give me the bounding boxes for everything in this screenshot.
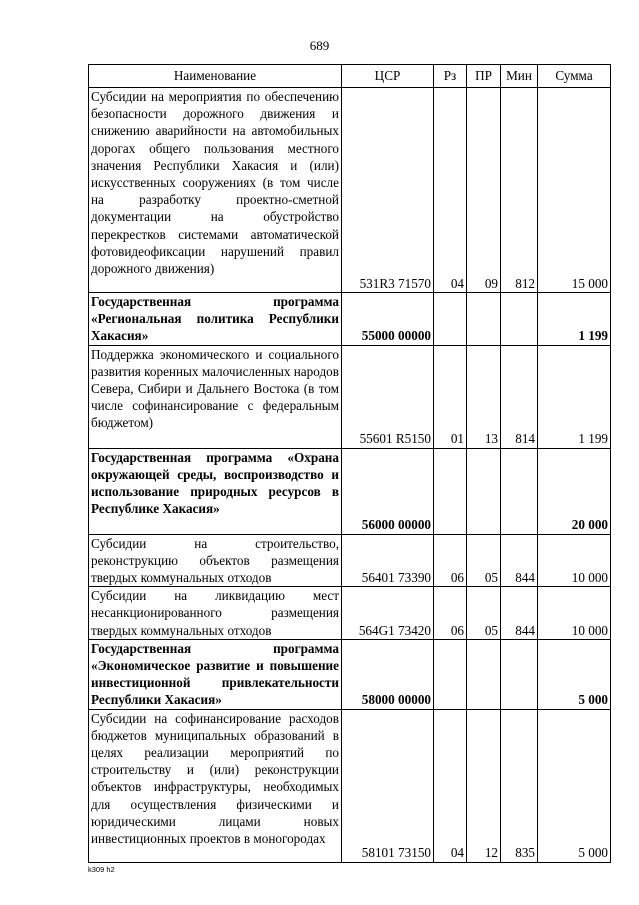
row-min: 812 <box>501 88 538 293</box>
budget-table <box>88 64 611 863</box>
page-number: 689 <box>309 38 330 53</box>
row-pr: 09 <box>467 88 501 293</box>
table-row <box>89 345 611 448</box>
column-header-rz: Рз <box>434 65 467 88</box>
row-min <box>501 293 538 346</box>
row-name: Субсидии на софинансирование расходов бюджетов муниципальных образований в целях реализации мероприятий по строительству и (или) реконструкции объектов инфраструктуры, необходимых для осуществления физическими и юридическими лицами новых инвестиционных проектов в моногородах <box>89 709 342 862</box>
row-sum: 10 000 <box>538 587 611 640</box>
table-row-program <box>89 448 611 534</box>
row-pr: 05 <box>467 534 501 587</box>
row-pr: 12 <box>467 709 501 862</box>
row-rz: 06 <box>434 587 467 640</box>
row-pr <box>467 639 501 709</box>
row-csr: 55601 R5150 <box>342 345 434 448</box>
row-csr: 56000 00000 <box>342 448 434 534</box>
column-header-name: Наименование <box>89 65 342 88</box>
row-pr: 05 <box>467 587 501 640</box>
row-sum: 20 000 <box>538 448 611 534</box>
table-row <box>89 709 611 862</box>
row-min: 844 <box>501 587 538 640</box>
row-min <box>501 448 538 534</box>
row-csr: 564G1 73420 <box>342 587 434 640</box>
row-min: 844 <box>501 534 538 587</box>
row-rz <box>434 293 467 346</box>
row-name: Государственная программа «Охрана окружающей среды, воспроизводство и использование природных ресурсов в Республике Хакасия» <box>89 448 342 534</box>
row-rz: 06 <box>434 534 467 587</box>
row-sum: 1 199 <box>538 293 611 346</box>
row-csr: 55000 00000 <box>342 293 434 346</box>
row-rz: 04 <box>434 88 467 293</box>
row-name: Государственная программа «Региональная политика Республики Хакасия» <box>89 293 342 346</box>
table-row <box>89 88 611 293</box>
row-pr <box>467 448 501 534</box>
table-header-row <box>89 65 611 88</box>
table-row-program <box>89 293 611 346</box>
row-csr: 58000 00000 <box>342 639 434 709</box>
footer-code: k309 h2 <box>88 865 115 874</box>
row-min: 835 <box>501 709 538 862</box>
row-rz <box>434 448 467 534</box>
row-rz <box>434 639 467 709</box>
row-name: Государственная программа «Экономическое развитие и повышение инвестиционной привлекательности Республики Хакасия» <box>89 639 342 709</box>
row-name: Субсидии на строительство, реконструкцию объектов размещения твердых коммунальных отходов <box>89 534 342 587</box>
table-row-program <box>89 639 611 709</box>
row-pr: 13 <box>467 345 501 448</box>
row-sum: 15 000 <box>538 88 611 293</box>
table-row <box>89 534 611 587</box>
column-header-csr: ЦСР <box>342 65 434 88</box>
row-min: 814 <box>501 345 538 448</box>
row-sum: 10 000 <box>538 534 611 587</box>
row-name: Субсидии на мероприятия по обеспечению безопасности дорожного движения и снижению аварийности на автомобильных дорогах общего пользования местного значения Республики Хакасия и (или) искусственных сооружениях (в том числе на разработку проектно-сметной документации на обустройство перекрестков системами автоматической фотовидеофиксации нарушений правил дорожного движения) <box>89 88 342 293</box>
row-csr: 58101 73150 <box>342 709 434 862</box>
row-csr: 531R3 71570 <box>342 88 434 293</box>
row-min <box>501 639 538 709</box>
row-name: Поддержка экономического и социального развития коренных малочисленных народов Севера, Сибири и Дальнего Востока (в том числе софинансирование с федеральным бюджетом) <box>89 345 342 448</box>
row-sum: 5 000 <box>538 639 611 709</box>
column-header-pr: ПР <box>467 65 501 88</box>
row-pr <box>467 293 501 346</box>
column-header-min: Мин <box>501 65 538 88</box>
table-row <box>89 587 611 640</box>
row-csr: 56401 73390 <box>342 534 434 587</box>
row-rz: 01 <box>434 345 467 448</box>
column-header-sum: Сумма <box>538 65 611 88</box>
row-sum: 1 199 <box>538 345 611 448</box>
row-rz: 04 <box>434 709 467 862</box>
row-name: Субсидии на ликвидацию мест несанкционированного размещения твердых коммунальных отходов <box>89 587 342 640</box>
row-sum: 5 000 <box>538 709 611 862</box>
